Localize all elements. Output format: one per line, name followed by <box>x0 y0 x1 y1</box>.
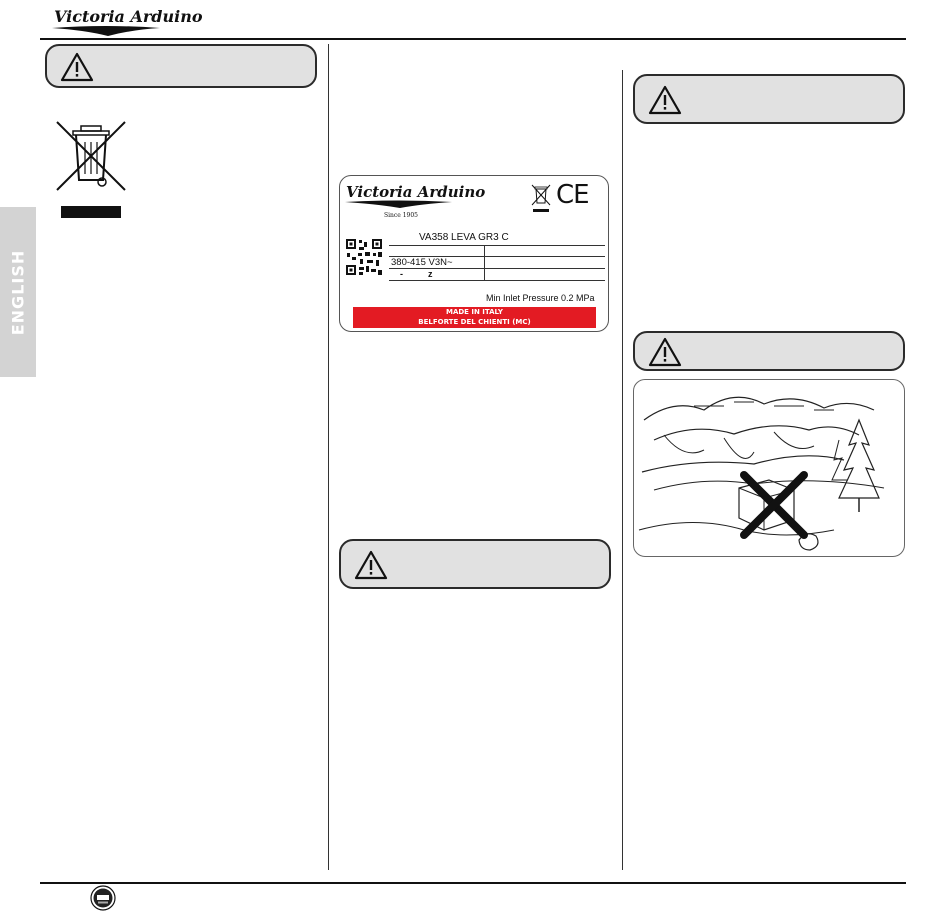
landscape-illustration <box>633 379 905 557</box>
weee-symbol <box>55 120 127 220</box>
plate-weee-icon <box>531 183 551 213</box>
warning-box-4 <box>633 331 905 371</box>
rating-plate-logo <box>344 180 486 220</box>
language-tab-label: ENGLISH <box>8 249 28 335</box>
plate-rule-1 <box>389 245 605 246</box>
header-rule <box>40 38 906 40</box>
plate-rule-4 <box>389 280 605 281</box>
warning-box-3 <box>633 74 905 124</box>
plate-frequency: - z <box>400 269 433 279</box>
rating-plate-since: Since 1905 <box>384 212 418 219</box>
column-divider-left <box>328 44 329 870</box>
crossed-out-bin-icon <box>55 120 127 220</box>
made-in-italy-band <box>353 307 596 328</box>
column-divider-right <box>622 70 623 870</box>
warning-box-2 <box>339 539 611 589</box>
certification-seal <box>90 885 116 911</box>
warning-triangle-icon <box>353 549 389 581</box>
brand-logo <box>50 4 203 38</box>
warning-box-1 <box>45 44 317 88</box>
plate-model: VA358 LEVA GR3 C <box>419 232 509 243</box>
language-tab-label-wrap <box>0 207 36 377</box>
qr-code <box>346 239 382 275</box>
rating-plate-brand: Victoria Arduino <box>346 183 486 201</box>
plate-rule-vertical <box>484 245 485 280</box>
warning-triangle-icon <box>59 51 95 83</box>
brand-logo-text: Victoria Arduino <box>54 7 203 26</box>
cross-out-icon <box>744 475 804 535</box>
plate-min-inlet-pressure: Min Inlet Pressure 0.2 MPa <box>486 293 595 303</box>
footer-rule <box>40 882 906 884</box>
location-label: BELFORTE DEL CHIENTI (MC) <box>418 318 531 326</box>
ce-mark: CE <box>556 180 589 210</box>
plate-voltage: 380-415 V3N~ <box>391 257 453 268</box>
made-in-label: MADE IN ITALY <box>445 308 503 316</box>
warning-triangle-icon <box>647 84 683 116</box>
warning-triangle-icon <box>647 336 683 368</box>
